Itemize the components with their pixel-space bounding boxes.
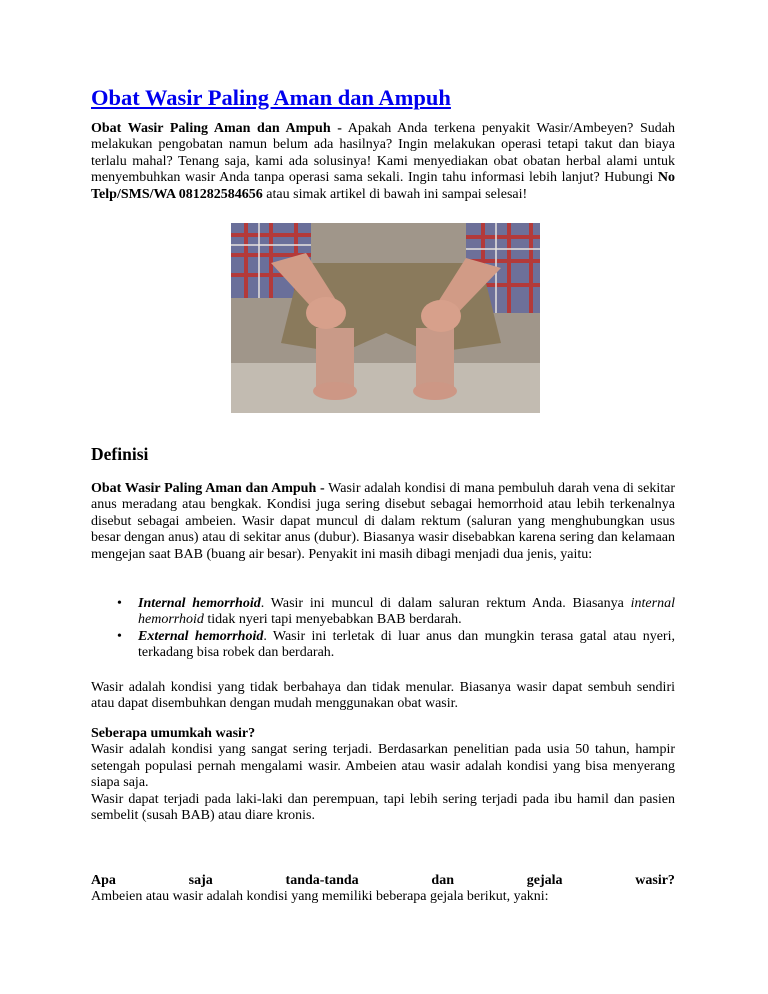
list-item-text: . Wasir ini muncul di dalam saluran rektum Anda. Biasanya — [260, 596, 631, 611]
intro-contact: No Telp/SMS/WA 081282584656 — [91, 170, 675, 202]
paragraph-tidak-berbahaya: Wasir adalah kondisi yang tidak berbahaya dan tidak menular. Biasanya wasir dapat sembuh sendiri atau dapat disembuhkan dengan mudah menggunakan obat wasir. — [91, 680, 675, 712]
definisi-lead: Obat Wasir Paling Aman dan Ampuh - — [91, 481, 325, 496]
list-item — [91, 596, 675, 629]
gejala-heading — [91, 873, 675, 889]
title-link[interactable]: Obat Wasir Paling Aman dan Ampuh — [91, 85, 451, 110]
page-title — [91, 84, 451, 112]
intro-text-1: Apakah Anda terkena penyakit Wasir/Ambeyen? Sudah melakukan pengobatan namun belum ada hasilnya? Ingin melakukan operasi tetapi takut dan biaya terlalu mahal? Tenang saja, kami ada solusinya! Kami menyediakan obat obatan herbal alami untuk menyembuhkan wasir Anda tanpa operasi sama sekali. Ingin tahu informasi lebih lanjut? Hubungi — [91, 121, 675, 186]
gejala-heading-word: saja — [188, 873, 213, 888]
definisi-text: Wasir adalah kondisi di mana pembuluh darah vena di sekitar anus meradang atau bengkak. Kondisi juga sering disebut sebagai hemorrhoid atau lebih terkenalnya disebut sebagai ambeien. Wasir dapat muncul di dalam rektum (saluran yang menghubungkan usus besar dengan anus) atau di sekitar anus (dubur). Biasanya wasir disebabkan karena sering dan kelamaan mengejan saat BAB (buang air besar). Penyakit ini masih dibagi menjadi dua jenis, yaitu: — [91, 481, 675, 562]
gejala-heading-word: Apa — [91, 873, 116, 888]
list-item-term-inline: internal hemorrhoid — [138, 596, 675, 628]
definisi-heading: Definisi — [91, 444, 149, 464]
seberapa-heading: Seberapa umumkah wasir? — [91, 726, 256, 741]
list-item-text-2: tidak nyeri tapi menyebabkan BAB berdarah. — [203, 612, 462, 628]
gejala-heading-word: gejala — [526, 873, 563, 888]
list-item — [91, 629, 675, 662]
definisi-paragraph — [91, 481, 675, 563]
article-photo — [231, 223, 540, 413]
seberapa-paragraph-2: Wasir dapat terjadi pada laki-laki dan perempuan, tapi lebih sering terjadi pada ibu hamil dan pasien sembelit (susah BAB) atau diare kronis. — [91, 791, 675, 824]
list-item-term: External hemorrhoid — [138, 628, 264, 644]
gejala-heading-word: tanda-tanda — [285, 873, 359, 888]
gejala-heading-word: wasir? — [635, 873, 675, 888]
intro-lead: Obat Wasir Paling Aman dan Ampuh - — [91, 121, 342, 136]
photo-illustration — [231, 223, 540, 413]
hemorrhoid-type-list — [91, 596, 675, 662]
gejala-heading-word: dan — [431, 873, 454, 888]
bullet-icon: • — [117, 596, 122, 611]
list-item-term: Internal hemorrhoid — [138, 596, 261, 611]
bullet-icon: • — [117, 628, 122, 644]
intro-paragraph — [91, 121, 675, 203]
intro-text-2: atau simak artikel di bawah ini sampai selesai! — [262, 186, 528, 202]
list-item-text: . Wasir ini terletak di luar anus dan mungkin terasa gatal atau nyeri, terkadang bisa robek dan berdarah. — [138, 628, 675, 661]
gejala-paragraph: Ambeien atau wasir adalah kondisi yang memiliki beberapa gejala berikut, yakni: — [91, 889, 549, 904]
seberapa-section — [91, 726, 675, 824]
seberapa-paragraph-1: Wasir adalah kondisi yang sangat sering terjadi. Berdasarkan penelitian pada usia 50 tahun, hampir setengah populasi pernah mengalami wasir. Ambeien atau wasir adalah kondisi yang bisa menyerang siapa saja. — [91, 742, 675, 791]
